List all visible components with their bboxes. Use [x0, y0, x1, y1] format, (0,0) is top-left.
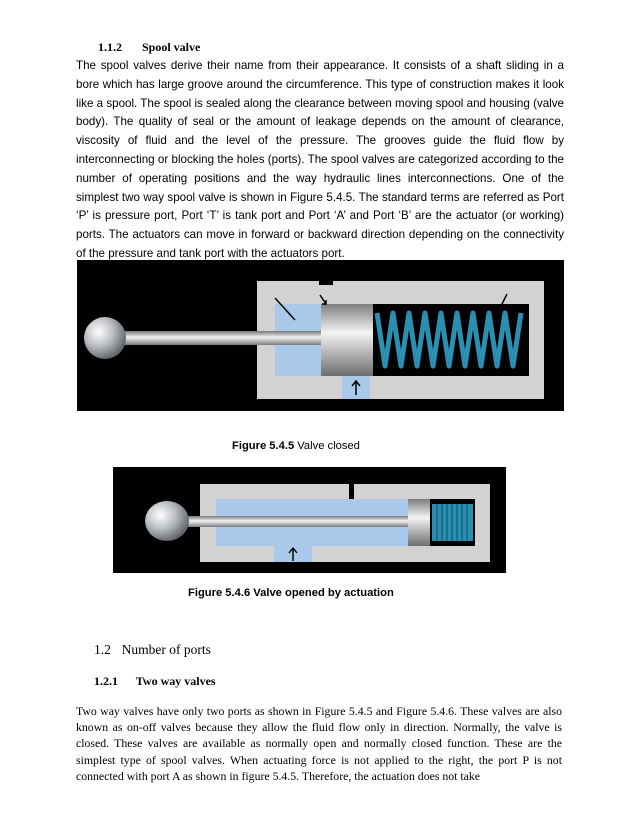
figure-5-4-6-caption: Figure 5.4.6 Valve opened by actuation: [188, 587, 394, 599]
figure-caption-text: Valve closed: [294, 440, 360, 452]
spool-valve-paragraph: The spool valves derive their name from their appearance. It consists of a shaft sliding in a bore which has large groove around the circumference. This type of construction makes it look like a spool. The spool is sealed along the clearance between moving spool and housing (valve body). The quality of seal or the amount of leakage depends on the amount of clearance, viscosity of fluid and the level of the pressure. The grooves guide the fluid flow by interconnecting or blocking the holes (ports). The spool valves are categorized according to the number of operating positions and the way hydraulic lines interconnections. One of the simplest two way spool valve is shown in Figure 5.4.5. The standard terms are referred as Port ‘P’ is pressure port, Port ‘T’ is tank port and Port ‘A’ and Port ‘B’ are the actuator (or working) ports. The actuators can move in forward or backward direction depending on the connectivity of the pressure and tank port with the actuators port.: [76, 59, 564, 260]
section-heading-1-2-1: [94, 674, 216, 689]
spool-rod: [107, 331, 322, 345]
figure-5-4-6-valve-opened: [113, 467, 506, 573]
valve-opened-diagram: [113, 467, 506, 573]
spool-land: [321, 304, 373, 376]
section-heading-1-2: [94, 642, 211, 658]
section-title: Two way valves: [135, 674, 216, 688]
figure-5-4-5-caption: [232, 440, 360, 452]
spool-land: [408, 499, 430, 546]
spool-rod: [167, 516, 409, 527]
top-port-gap: [319, 260, 333, 285]
section-heading-1-1-2: [98, 40, 200, 55]
figure-label: Figure 5.4.5: [232, 440, 295, 452]
ball-handle: [84, 317, 126, 359]
section-title: Number of ports: [121, 642, 211, 657]
section-number: 1.2: [94, 642, 111, 657]
top-port-gap: [349, 484, 354, 499]
valve-closed-diagram: [77, 260, 564, 411]
section-title: Spool valve: [142, 40, 201, 54]
section-number: 1.1.2: [98, 40, 122, 54]
section-number: 1.2.1: [94, 674, 118, 688]
figure-5-4-5-valve-closed: [77, 260, 564, 411]
ball-handle: [145, 501, 189, 541]
two-way-valves-paragraph: Two way valves have only two ports as shown in Figure 5.4.5 and Figure 5.4.6. These valves are also known as on-off valves because they allow the fluid flow only in direction. Normally, the valve is closed. These valves are available as normally open and normally closed function. These are the simplest type of spool valves. When actuating force is not applied to the right, the port P is not connected with port A as shown in figure 5.4.5. Therefore, the actuation does not take: [76, 704, 562, 783]
